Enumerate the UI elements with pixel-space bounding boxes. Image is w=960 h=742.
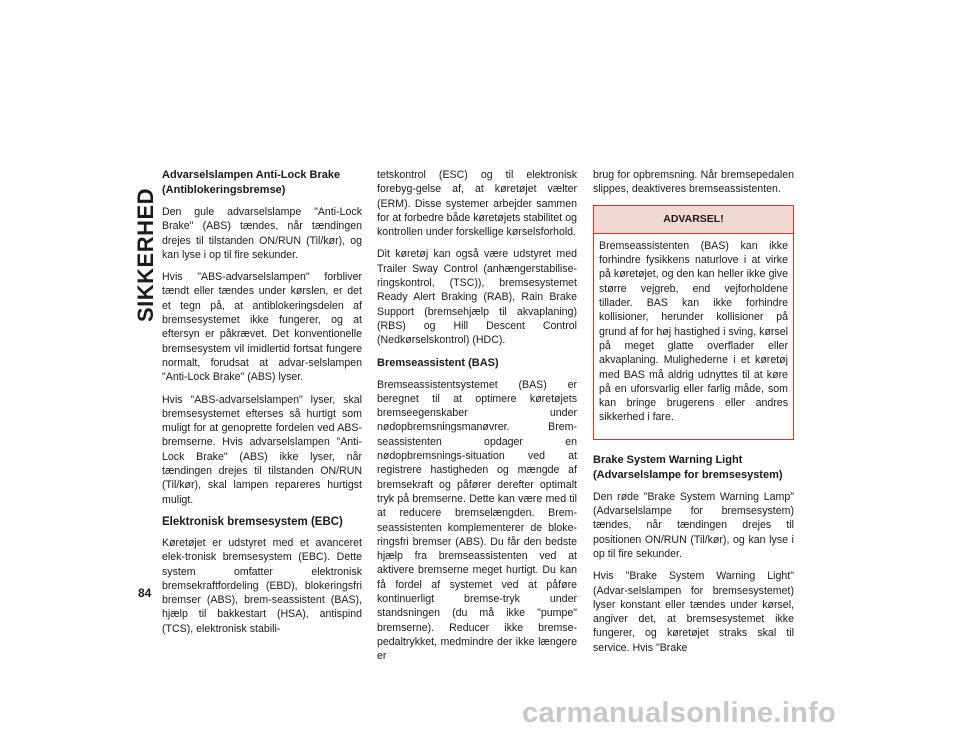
warning-box [593,205,794,440]
paragraph: tetskontrol (ESC) og til elektronisk forebyg-gelse af, at køretøjet vælter (ERM). Disse systemer arbejder sammen for at forbedre både køretøjets stabilitet og kontrollen under forskellige kørselsforhold. [377,169,577,239]
heading-abs-warning-light: Advarselslampen Anti-Lock Brake (Antiblokeringsbremse) [162,169,341,196]
warning-text: Bremseassistenten (BAS) kan ikke forhindre fysikkens naturlove i at virke på køretøjet, og den kan heller ikke give større vejgreb, end vejforholdene tillader. BAS kan ikke forhindre kollisioner, herunder kollisioner på grund af for høj hastighed i sving, kørsel på meget glatte overflader eller akvaplaning. Mulighederne i et køretøj med BAS må aldrig udnyttes til at køre på en uforsvarlig eller farlig måde, som kan bringe brugerens eller andres sikkerhed i fare. [599,239,788,424]
heading-bas: Bremseassistent (BAS) [377,356,499,369]
paragraph: Den røde "Brake System Warning Lamp" (Advarselslampe for bremsesystem) tændes, når tændingen drejes til positionen ON/RUN (Til/kør), og kan lyse i op til fire sekunder. [593,490,794,560]
column-right [593,168,794,663]
paragraph: Køretøjet er udstyret med et avanceret elek-tronisk bremsesystem (EBC). Dette system omfatter elektronisk bremsekraftfordeling (EBD), blokeringsfri bremser (ABS), brem-seassistent (BAS), hjælp til bakkestart (HSA), antispind (TCS), elektronisk stabili- [162,536,362,635]
paragraph: Bremseassistentsystemet (BAS) er beregnet til at optimere køretøjets bremseegenskaber under nødopbremsningsmanøvrer. Brem-seassistenten opdager en nødopbremsnings-situation ved at registrere hastigheden og mængde af bremsekraft og påfører derefter optimalt tryk på bremserne. Dette kan være med til at reducere bremselængden. Brem-seassistenten komplementerer de bloke-ringsfri bremser (ABS). Du får den bedste hjælp fra bremseassistenten ved at aktivere bremserne meget hurtigt. Du kan få fordel af systemet ved at påføre kontinuerligt bremse-tryk under standsningen (du må ikke "pumpe" bremserne). Reducer ikke bremse-pedaltrykket, medmindre der ikke længere er [377,378,577,663]
heading-ebc: Elektronisk bremsesystem (EBC) [162,515,343,528]
paragraph: Hvis "ABS-advarselslampen" lyser, skal bremsesystemet efterses så hurtigt som muligt for at genoprette fordelen ved ABS-bremserne. Hvis advarselslampen "Anti-Lock Brake" (ABS) ikke lyser, når tændingen drejes til tilstanden ON/RUN (Til/kør), skal lampen repareres hurtigst muligt. [162,393,362,506]
page-number: 84 [138,586,152,600]
section-label: SIKKERHED [133,187,158,323]
column-left [162,168,362,644]
paragraph: brug for opbremsning. Når bremsepedalen slippes, deaktiveres bremseassistenten. [593,169,794,196]
warning-title: ADVARSEL! [594,206,793,234]
paragraph: Den gule advarselslampe "Anti-Lock Brake" (ABS) tændes, når tændingen drejes til tilstanden ON/RUN (Til/kør), og kan lyse i op til fire sekunder. [162,206,362,261]
paragraph: Hvis "ABS-advarselslampen" forbliver tændt eller tændes under kørslen, er det et tegn på, at antiblokeringsdelen af bremsesystemet ikke fungerer, og at eftersyn er påkrævet. Det konventionelle bremsesystem vil imidlertid fortsat fungere normalt, forudsat at advar-selslampen "Anti-Lock Brake" (ABS) lyser. [162,271,362,384]
heading-brake-system-warning-light: Brake System Warning Light (Advarselslampe for bremsesystem) [593,453,783,481]
paragraph: Hvis "Brake System Warning Light" (Advar-selslampen for bremsesystemet) lyser konstant eller tændes under kørsel, angiver det, at bremsesystemet ikke fungerer, og køretøjet straks skal til service. Hvis "Brake [593,570,794,654]
paragraph: Dit køretøj kan også være udstyret med Trailer Sway Control (anhængerstabilise-ringskontrol, (TSC)), bremsesystemet Ready Alert Braking (RAB), Rain Brake Support (bremsehjælp til akvaplaning) (RBS) og Hill Descent Control (Nedkørselskontrol) (HDC). [377,248,577,347]
column-middle [377,168,577,672]
watermark: carmanualsonline.info [522,697,837,729]
